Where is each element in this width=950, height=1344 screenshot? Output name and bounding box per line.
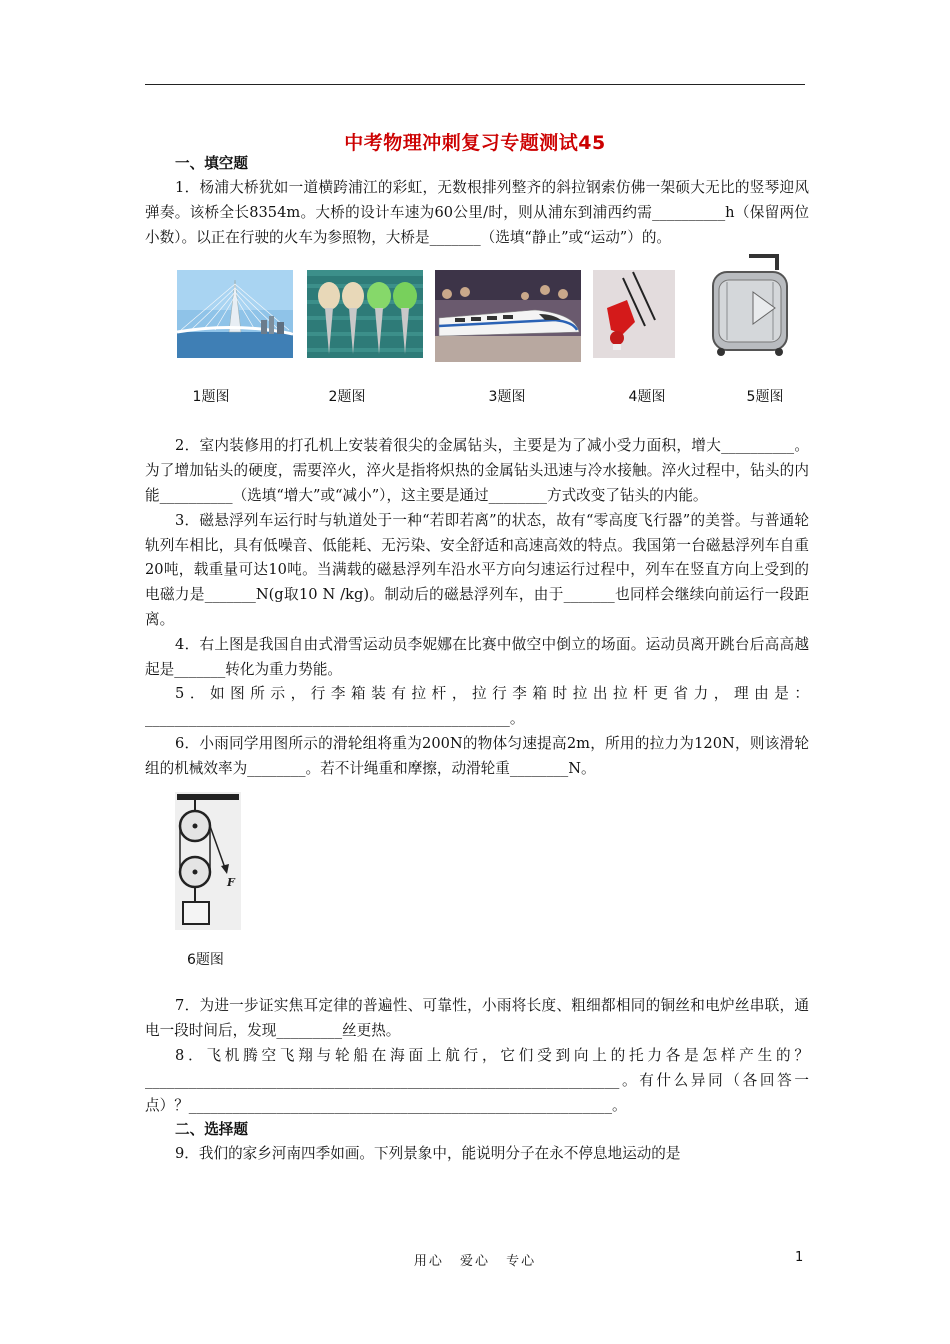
section-heading-fill-in: 一、填空题: [175, 155, 248, 172]
figure-caption-5: 5题图: [746, 389, 784, 406]
pulley-diagram: [175, 792, 809, 939]
header-rule: [145, 84, 805, 85]
question-2: 2．室内装修用的打孔机上安装着很尖的金属钻头，主要是为了减小受力面积，增大__________。为了增加钻头的硬度，需要淬火，淬火是指将炽热的金属钻头迅速与冷水接触。淬火过程中，钻头的内能__________（选填“增大”或“减小”），这主要是通过________方式改变了钻头的内能。: [145, 437, 809, 504]
question-4: 4．右上图是我国自由式滑雪运动员李妮娜在比赛中做空中倒立的场面。运动员离开跳台后高高越起是_______转化为重力势能。: [145, 635, 809, 678]
page-footer: 用心 爱心 专心: [413, 1254, 537, 1269]
page-title: 中考物理冲刺复习专题测试45: [344, 132, 606, 154]
figure-caption-3: 3题图: [488, 389, 526, 406]
force-label: F: [227, 875, 235, 889]
question-8: 8．飞机腾空飞翔与轮船在海面上航行，它们受到向上的托力各是怎样产生的？_________________________________________________________________。有什么异同（各回答一点）？__________________________________________________________。: [145, 1046, 809, 1114]
skier-image: [593, 270, 675, 358]
figure-caption-2: 2题图: [328, 389, 366, 406]
question-7: 7．为进一步证实焦耳定律的普遍性、可靠性，小雨将长度、粗细都相同的铜丝和电炉丝串联，通电一段时间后，发现_________丝更热。: [145, 997, 809, 1040]
question-9: 9．我们的家乡河南四季如画。下列景象中，能说明分子在永不停息地运动的是: [175, 1145, 681, 1163]
suitcase-image: [705, 252, 801, 358]
page-number: 1: [795, 1250, 804, 1265]
figure-row: [145, 270, 809, 420]
document-body: [145, 152, 809, 1167]
question-1: 1．杨浦大桥犹如一道横跨浦江的彩虹，无数根排列整齐的斜拉钢索仿佛一架硕大无比的竖琴迎风弹奏。该桥全长8354m。大桥的设计车速为60公里/时，则从浦东到浦西约需__________h（保留两位小数）。以正在行驶的火车为参照物，大桥是_______（选填“静止”或“运动”）的。: [145, 179, 809, 246]
question-5: 5．如图所示，行李箱装有拉杆，拉行李箱时拉出拉杆更省力，理由是：__________________________________________________。: [145, 685, 809, 728]
question-6: 6．小雨同学用图所示的滑轮组将重为200N的物体匀速提高2m，所用的拉力为120N，则该滑轮组的机械效率为________。若不计绳重和摩擦，动滑轮重________N。: [145, 734, 809, 777]
section-heading-choice: 二、选择题: [175, 1121, 248, 1139]
drill-bits-image: [307, 270, 423, 358]
bridge-image: [177, 270, 293, 358]
maglev-train-image: [435, 270, 581, 362]
figure-caption-6: 6题图: [187, 952, 224, 969]
question-3: 3．磁悬浮列车运行时与轨道处于一种“若即若离”的状态，故有“零高度飞行器”的美誉。与普通轮轨列车相比，具有低噪音、低能耗、无污染、安全舒适和高速高效的特点。我国第一台磁悬浮列车自重20吨，载重量可达10吨。当满载的磁悬浮列车沿水平方向匀速运行过程中，列车在竖直方向上受到的电磁力是_______N(g取10 N /kg)。制动后的磁悬浮列车，由于_______也同样会继续向前运行一段距离。: [145, 511, 809, 628]
figure-caption-4: 4题图: [628, 389, 666, 406]
figure-caption-1: 1题图: [192, 389, 230, 406]
